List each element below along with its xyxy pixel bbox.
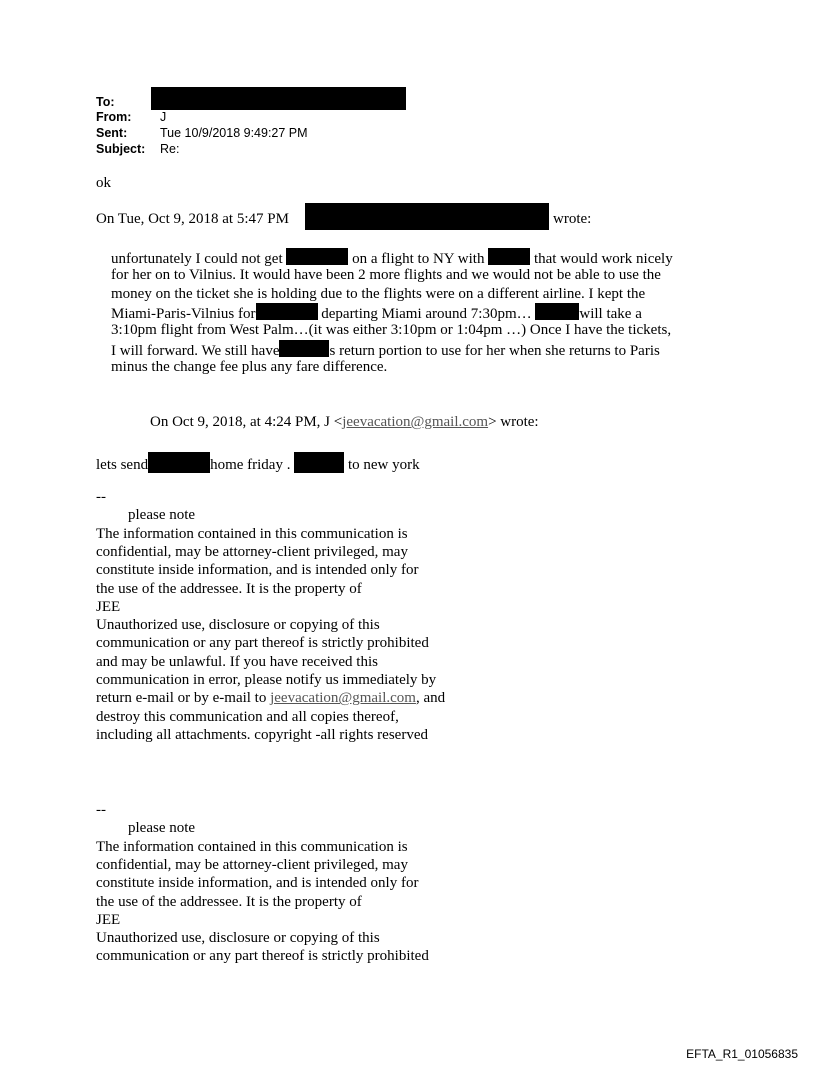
document-id: EFTA_R1_01056835 xyxy=(686,1047,798,1061)
quote2-intro-start: On Oct 9, 2018, at 4:24 PM, J < xyxy=(150,414,343,430)
subject-label: Subject: xyxy=(96,142,146,156)
redaction-block xyxy=(488,248,530,265)
signature-please-note: please note xyxy=(128,507,196,524)
text-fragment: return e-mail or by e-mail to xyxy=(96,690,271,707)
signature-line: communication or any part thereof is strictly prohibited xyxy=(96,948,429,965)
signature-line: Unauthorized use, disclosure or copying of this xyxy=(96,617,380,634)
quote1-body xyxy=(111,248,721,378)
from-label: From: xyxy=(96,110,132,124)
signature-block-2 xyxy=(96,801,496,971)
quote1-intro xyxy=(96,211,289,228)
signature-line: confidential, may be attorney-client privileged, may xyxy=(96,543,408,560)
signature-please-note: please note xyxy=(128,820,196,837)
redaction-block xyxy=(286,248,348,265)
signature-dashes: -- xyxy=(96,489,106,505)
text-fragment: will take a xyxy=(579,305,642,322)
text-fragment: to new york xyxy=(347,457,420,473)
email-header xyxy=(96,95,496,159)
quote1-line-6 xyxy=(111,340,660,360)
redaction-block xyxy=(305,203,549,230)
quote1-line-2: for her on to Vilnius. It would have been 2 more flights and we would not be able to use the xyxy=(111,267,661,284)
signature-line: communication or any part thereof is strictly prohibited xyxy=(96,635,429,652)
signature-line: the use of the addressee. It is the property of xyxy=(96,893,362,910)
signature-line: JEE xyxy=(96,911,121,928)
to-label: To: xyxy=(96,95,115,109)
text-fragment: departing Miami around 7:30pm… xyxy=(317,305,532,322)
text-fragment: I will forward. We still have xyxy=(111,342,280,359)
from-value: J xyxy=(160,110,167,124)
signature-return-line xyxy=(96,689,445,707)
text-fragment: home friday . xyxy=(210,457,291,473)
signature-line: The information contained in this communication is xyxy=(96,838,408,855)
text-fragment: that would work nicely xyxy=(530,251,673,267)
redaction-block xyxy=(535,303,579,320)
text-fragment: on a flight to NY with xyxy=(348,251,489,267)
redaction-block xyxy=(256,303,318,320)
signature-line: destroy this communication and all copies thereof, xyxy=(96,708,399,725)
signature-line: the use of the addressee. It is the property of xyxy=(96,580,362,597)
signature-block xyxy=(96,488,496,748)
signature-line: and may be unlawful. If you have received this xyxy=(96,653,378,670)
signature-dashes: -- xyxy=(96,802,106,818)
email-link[interactable]: jeevacation@gmail.com xyxy=(342,414,489,430)
signature-line: Unauthorized use, disclosure or copying of this xyxy=(96,930,380,947)
sent-label: Sent: xyxy=(96,126,128,140)
quote2-intro xyxy=(150,414,539,431)
quote2-intro-end: > wrote: xyxy=(488,414,539,430)
signature-line: The information contained in this communication is xyxy=(96,525,408,542)
text-fragment: , and xyxy=(415,690,446,707)
signature-line: communication in error, please notify us immediately by xyxy=(96,672,437,688)
quote1-line-4 xyxy=(111,303,642,323)
signature-line: JEE xyxy=(96,598,121,615)
signature-line: constitute inside information, and is intended only for xyxy=(96,875,419,892)
quote1-line-3: money on the ticket she is holding due to the flights were on a different airline. I kept the xyxy=(111,285,646,302)
quote2-message xyxy=(96,452,420,474)
quote1-line-7: minus the change fee plus any fare difference. xyxy=(111,358,388,375)
text-fragment: lets send xyxy=(96,457,149,473)
quote1-intro-end: wrote: xyxy=(553,211,592,227)
signature-line: constitute inside information, and is intended only for xyxy=(96,562,419,579)
signature-line: confidential, may be attorney-client privileged, may xyxy=(96,856,408,873)
quote1-line-1 xyxy=(111,248,673,268)
redaction-block xyxy=(148,452,210,473)
email-link[interactable]: jeevacation@gmail.com xyxy=(270,690,416,707)
text-fragment: s return portion to use for her when she returns to Paris xyxy=(329,342,660,359)
redaction-block xyxy=(151,87,406,110)
signature-line: including all attachments. copyright -all rights reserved xyxy=(96,726,428,743)
redaction-block xyxy=(294,452,344,473)
quote1-line-5: 3:10pm flight from West Palm…(it was either 3:10pm or 1:04pm …) Once I have the tickets, xyxy=(111,322,672,339)
text-fragment: unfortunately I could not get xyxy=(111,251,287,267)
redaction-block xyxy=(279,340,329,357)
reply-body: ok xyxy=(96,175,111,191)
text-fragment: Miami-Paris-Vilnius for xyxy=(111,305,256,322)
sent-value: Tue 10/9/2018 9:49:27 PM xyxy=(160,126,308,140)
subject-value: Re: xyxy=(160,142,180,156)
quote1-intro-start: On Tue, Oct 9, 2018 at 5:47 PM xyxy=(96,211,289,227)
